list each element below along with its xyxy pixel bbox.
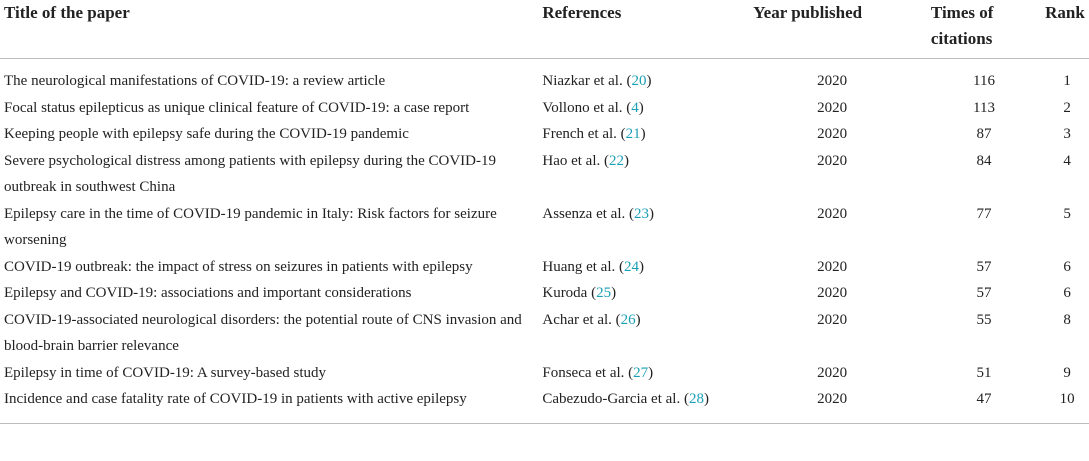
- header-citations: Times of citations: [923, 0, 1045, 59]
- cell-year: 2020: [817, 364, 848, 381]
- cell-rank: 1: [1063, 73, 1071, 89]
- cell-citations: 116: [973, 73, 995, 89]
- reference-number-link[interactable]: 26: [620, 311, 636, 328]
- cell-paper-title: Incidence and case fatality rate of COVID-19 in patients with active epilepsy: [0, 386, 542, 423]
- table-row: [0, 148, 1089, 201]
- cell-paper-title: Epilepsy care in the time of COVID-19 pandemic in Italy: Risk factors for seizure worsening: [4, 205, 497, 248]
- reference-author: Cabezudo-Garcia et al.: [542, 391, 681, 407]
- reference-number-link[interactable]: 24: [624, 258, 639, 275]
- cell-rank: 4: [1063, 152, 1071, 169]
- cell-reference: Hao et al. (22): [542, 152, 629, 169]
- table-row: [0, 95, 1089, 122]
- reference-number-link[interactable]: 22: [609, 152, 624, 169]
- cell-paper-title: The neurological manifestations of COVID-19: a review article: [4, 73, 386, 89]
- cell-reference: French et al. (21): [542, 126, 646, 142]
- cell-year: 2020: [741, 386, 923, 423]
- reference-author: Niazkar et al.: [542, 73, 623, 89]
- header-year: Year published: [741, 0, 923, 59]
- reference-author: French et al.: [542, 126, 617, 142]
- table-row: [0, 59, 1089, 95]
- cell-rank: 5: [1063, 205, 1071, 222]
- table-body: [0, 59, 1089, 424]
- cell-citations: 113: [973, 99, 995, 116]
- reference-number-link[interactable]: 23: [634, 205, 649, 222]
- reference-author: Achar et al.: [542, 311, 612, 328]
- cell-citations: 55: [976, 311, 992, 328]
- cell-reference: Achar et al. (26): [542, 311, 641, 328]
- cell-year: 2020: [817, 258, 848, 275]
- cell-rank: 2: [1063, 99, 1071, 116]
- reference-number-link[interactable]: 21: [625, 126, 641, 142]
- cell-year: 2020: [817, 99, 848, 116]
- cell-paper-title: Epilepsy and COVID-19: associations and important considerations: [4, 285, 412, 301]
- cell-year: 2020: [817, 205, 848, 222]
- header-rank: Rank: [1045, 0, 1089, 59]
- header-references: References: [542, 0, 741, 59]
- cell-year: 2020: [817, 126, 848, 142]
- table-row: [0, 201, 1089, 254]
- cell-citations: 57: [976, 258, 992, 275]
- cell-rank: 6: [1063, 285, 1071, 301]
- cell-rank: 8: [1063, 311, 1071, 328]
- cell-reference: Vollono et al. (4): [542, 99, 644, 116]
- reference-author: Huang et al.: [542, 258, 616, 275]
- cell-reference: Fonseca et al. (27): [542, 364, 654, 381]
- cell-year: 2020: [817, 152, 848, 169]
- cell-rank: 9: [1063, 364, 1071, 381]
- table-row: [0, 280, 1089, 307]
- table-row: [0, 307, 1089, 360]
- cell-citations: 77: [976, 205, 992, 222]
- cell-paper-title: Keeping people with epilepsy safe during the COVID-19 pandemic: [4, 126, 409, 142]
- reference-number-link[interactable]: 4: [631, 99, 639, 116]
- cell-paper-title: Epilepsy in time of COVID-19: A survey-based study: [4, 364, 327, 381]
- table-row: [0, 121, 1089, 148]
- reference-author: Kuroda: [542, 285, 588, 301]
- cell-reference: Niazkar et al. (20): [542, 73, 652, 89]
- reference-number-link[interactable]: 25: [596, 285, 612, 301]
- cell-citations: 84: [976, 152, 992, 169]
- cell-rank: 6: [1063, 258, 1071, 275]
- reference-number-link[interactable]: 20: [631, 73, 647, 89]
- cell-paper-title: COVID-19 outbreak: the impact of stress on seizures in patients with epilepsy: [4, 258, 473, 275]
- cell-year: 2020: [817, 73, 848, 89]
- cell-citations: 51: [976, 364, 992, 381]
- reference-number-link[interactable]: 28: [688, 391, 704, 407]
- reference-author: Fonseca et al.: [542, 364, 625, 381]
- cell-citations: 47: [923, 386, 1045, 423]
- cell-paper-title: Focal status epilepticus as unique clinical feature of COVID-19: a case report: [4, 99, 470, 116]
- cell-year: 2020: [817, 285, 848, 301]
- table-header-row: [0, 0, 1089, 59]
- cell-reference: Kuroda (25): [542, 285, 617, 301]
- reference-author: Assenza et al.: [542, 205, 626, 222]
- cell-citations: 87: [976, 126, 992, 142]
- cell-reference: Assenza et al. (23): [542, 205, 654, 222]
- header-title: Title of the paper: [0, 0, 542, 59]
- cell-paper-title: COVID-19-associated neurological disorders: the potential route of CNS invasion and blood-brain barrier relevance: [4, 311, 522, 354]
- cell-year: 2020: [817, 311, 848, 328]
- table-row: [0, 386, 1089, 423]
- cell-reference: Huang et al. (24): [542, 258, 644, 275]
- reference-number-link[interactable]: 27: [633, 364, 649, 381]
- reference-author: Vollono et al.: [542, 99, 623, 116]
- cell-reference: Cabezudo-Garcia et al. (28): [542, 386, 741, 423]
- cell-rank: 10: [1045, 386, 1089, 423]
- table-row: [0, 360, 1089, 387]
- reference-author: Hao et al.: [542, 152, 601, 169]
- cell-rank: 3: [1063, 126, 1071, 142]
- table-row: [0, 254, 1089, 281]
- cell-paper-title: Severe psychological distress among patients with epilepsy during the COVID-19 outbreak in southwest China: [4, 152, 496, 195]
- cell-citations: 57: [976, 285, 992, 301]
